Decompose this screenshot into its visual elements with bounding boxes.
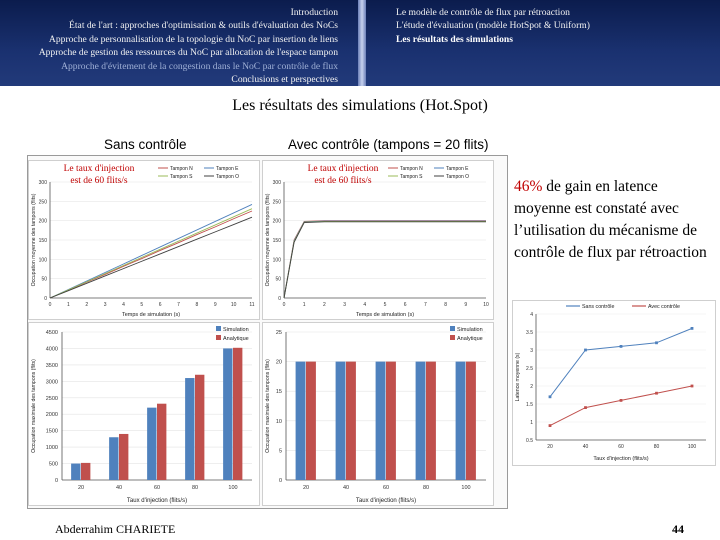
series-point [584,406,587,409]
nav-right-item-2[interactable]: L'étude d'évaluation (modèle HotSpot & Uniform) [396,20,590,32]
y-tick-label: 3000 [45,379,58,386]
injection-note-right-line1: Le taux d'injection [307,164,379,174]
bar-simulation-100 [223,348,232,480]
legend-swatch [450,335,455,340]
x-tick-label: 40 [342,485,350,491]
y-tick-label: 200 [38,218,47,225]
y-tick-label: 150 [38,238,47,244]
injection-note-right-line2: est de 60 flits/s [314,176,372,186]
bar-simulation-20 [71,464,80,480]
y-axis-label: Occupation moyenne des tampons (flits) [31,193,37,287]
heading-sans-controle: Sans contrôle [104,137,187,152]
legend-label: Tampon S [400,174,423,180]
x-tick-label: 7 [177,302,180,308]
y-tick-label: 1.5 [526,402,533,408]
x-tick-label: 5 [383,302,387,308]
x-tick-label: 10 [230,302,237,308]
legend-swatch [216,335,221,340]
y-tick-label: 50 [41,276,47,283]
y-tick-label: 150 [272,238,281,244]
series-point [620,399,623,402]
y-tick-label: 2000 [45,412,58,419]
legend-label: Tampon E [446,166,469,172]
chart-latence-background [513,301,716,466]
x-tick-label: 6 [403,302,407,308]
y-axis-label: Latence moyenne (s) [515,352,521,402]
gain-percent: 46% [514,178,543,195]
legend-swatch [450,326,455,331]
bar-analytique-20 [306,362,316,480]
x-tick-label: 4 [363,302,367,308]
y-tick-label: 2 [530,384,533,390]
series-point [691,385,694,388]
y-tick-label: 3.5 [526,330,533,336]
y-tick-label: 1 [530,420,533,426]
y-tick-label: 0 [278,296,281,302]
y-tick-label: 300 [272,180,281,186]
bar-simulation-40 [336,362,346,480]
x-tick-label: 100 [687,444,697,450]
legend-label: Tampon N [170,166,193,172]
y-tick-label: 2500 [45,395,58,402]
bar-analytique-40 [346,362,356,480]
legend-label: Avec contrôle [648,304,680,310]
bar-simulation-80 [416,362,426,480]
x-tick-label: 0 [282,302,286,308]
author-name: Abderrahim CHARIETE [55,522,176,536]
series-point [691,327,694,330]
bar-analytique-80 [195,375,204,480]
x-tick-label: 8 [444,302,447,308]
x-tick-label: 9 [464,302,468,308]
series-point [655,392,658,395]
bar-analytique-20 [81,463,90,480]
legend-label: Analytique [223,336,249,342]
x-tick-label: 7 [424,302,427,308]
x-tick-label: 11 [249,302,255,308]
injection-note-left-line1: Le taux d'injection [63,164,135,174]
y-tick-label: 0 [54,478,58,484]
bar-analytique-60 [157,404,166,480]
page-number: 44 [672,522,684,536]
x-tick-label: 80 [422,485,430,491]
injection-note-left-line2: est de 60 flits/s [70,176,128,186]
y-tick-label: 50 [275,276,281,283]
y-axis-label: Occupation maximale des tampons (flits) [265,359,271,453]
x-tick-label: 4 [122,302,125,308]
y-tick-label: 500 [48,461,58,468]
y-tick-label: 4000 [45,346,58,353]
x-axis-label: Temps de simulation (s) [121,312,181,318]
gain-statement [514,176,714,264]
injection-note-left [44,163,154,187]
x-tick-label: 2 [323,302,326,308]
series-point [655,341,658,344]
y-tick-label: 0 [278,478,282,484]
bar-simulation-100 [456,362,466,480]
y-tick-label: 5 [278,448,282,455]
bar-simulation-80 [185,378,194,480]
x-tick-label: 60 [618,444,624,450]
x-tick-label: 40 [582,444,589,450]
legend-label: Tampon S [170,174,193,180]
nav-left-item-2[interactable]: État de l'art : approches d'optimisation & outils d'évaluation des NoCs [69,20,338,32]
x-tick-label: 20 [77,485,85,491]
y-tick-label: 0.5 [526,438,533,444]
y-tick-label: 100 [38,257,47,264]
bar-analytique-100 [233,348,242,480]
legend-swatch [216,326,221,331]
y-tick-label: 25 [275,330,282,336]
y-tick-label: 0 [44,296,47,302]
slide-title: Les résultats des simulations (Hot.Spot) [232,97,488,114]
slide-header [0,0,720,86]
series-point [584,349,587,352]
injection-note-right [288,163,398,187]
y-tick-label: 10 [275,418,282,425]
x-axis-label: Taux d'injection (flits/s) [126,498,188,504]
y-tick-label: 1000 [45,445,58,452]
x-tick-label: 20 [547,444,553,450]
chart-latence [512,300,716,466]
x-tick-label: 10 [483,302,489,308]
bar-analytique-80 [426,362,436,480]
x-tick-label: 3 [343,302,346,308]
y-axis-label: Occupation moyenne des tampons (flits) [265,193,271,287]
bar-analytique-40 [119,434,128,480]
x-tick-label: 80 [191,485,199,491]
gain-text: de gain en latence moyenne est constaté avec l’utilisation du mécanisme de contrôle de flux par rétroaction [514,178,707,261]
bar-simulation-40 [109,437,118,480]
x-axis-label: Temps de simulation (s) [355,312,415,318]
x-tick-label: 1 [66,302,70,308]
x-tick-label: 9 [213,302,217,308]
nav-right-item-1[interactable]: Le modèle de contrôle de flux par rétroaction [396,7,570,18]
nav-left-item-4[interactable]: Approche de gestion des ressources du NoC par allocation de l'espace tampon [38,47,338,59]
nav-left-item-1[interactable]: Introduction [290,7,338,18]
chart-max-avec [262,322,494,506]
y-tick-label: 15 [275,389,282,396]
heading-avec-controle: Avec contrôle (tampons = 20 flits) [288,137,489,152]
y-tick-label: 100 [272,257,281,264]
y-tick-label: 250 [38,199,47,206]
bar-simulation-20 [296,362,306,480]
x-axis-label: Taux d'injection (flits/s) [593,456,649,462]
legend-label: Analytique [457,336,483,342]
x-tick-label: 80 [653,444,660,450]
x-tick-label: 8 [195,302,199,308]
nav-left-item-3[interactable]: Approche de personnalisation de la topologie du NoC par insertion de liens [48,33,338,45]
legend-label: Sans contrôle [582,304,615,310]
bar-simulation-60 [147,408,156,480]
series-point [549,424,552,427]
chart-max-sans [28,322,260,506]
legend-label: Simulation [457,327,483,333]
series-point [620,345,623,348]
y-tick-label: 200 [272,218,281,225]
bar-analytique-100 [466,362,476,480]
x-tick-label: 5 [140,302,144,308]
y-tick-label: 3 [530,348,533,354]
nav-right-item-3[interactable]: Les résultats des simulations [396,33,513,45]
x-tick-label: 20 [302,485,310,491]
x-tick-label: 2 [85,302,89,308]
y-tick-label: 4 [530,312,533,318]
x-axis-label: Taux d'injection (flits/s) [355,498,417,504]
legend-label: Tampon N [400,166,423,172]
series-point [549,395,552,398]
x-tick-label: 60 [382,485,390,491]
header-divider [358,0,366,86]
y-tick-label: 1500 [45,428,58,435]
legend-label: Tampon O [216,174,240,180]
nav-left-item-5[interactable]: Approche d'évitement de la congestion dans le NoC par contrôle de flux [61,60,338,72]
nav-right [396,6,696,46]
x-tick-label: 3 [103,302,107,308]
x-tick-label: 100 [228,485,238,491]
legend-label: Tampon O [446,174,470,180]
x-tick-label: 0 [48,302,52,308]
nav-left [0,6,338,86]
nav-left-item-6[interactable]: Conclusions et perspectives [231,74,338,86]
bar-simulation-60 [376,362,386,480]
x-tick-label: 40 [115,485,123,491]
x-tick-label: 60 [153,485,161,491]
y-tick-label: 4500 [45,330,58,336]
y-tick-label: 250 [272,199,281,206]
x-tick-label: 6 [158,302,162,308]
y-axis-label: Occupation maximale des tampons (flits) [31,359,37,453]
y-tick-label: 20 [275,359,282,366]
x-tick-label: 100 [461,485,471,491]
y-tick-label: 3500 [45,362,58,369]
x-tick-label: 1 [302,302,306,308]
bar-analytique-60 [386,362,396,480]
y-tick-label: 2.5 [526,366,533,372]
legend-label: Tampon E [216,166,239,172]
legend-label: Simulation [223,327,249,333]
y-tick-label: 300 [38,180,47,186]
